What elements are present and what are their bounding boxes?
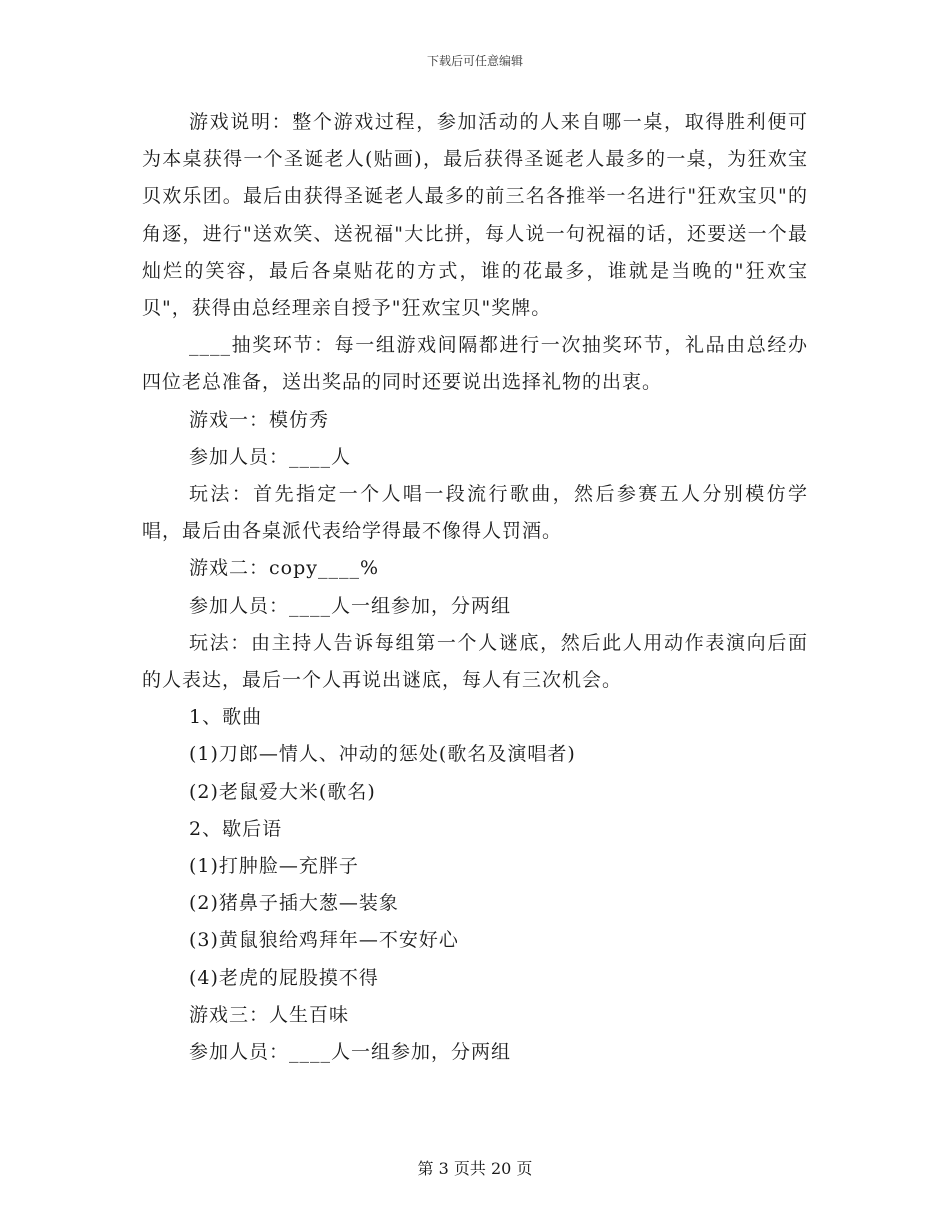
- game-rules-paragraph: 游戏说明：整个游戏过程，参加活动的人来自哪一桌，取得胜利便可为本桌获得一个圣诞老人(贴画)，最后获得圣诞老人最多的一桌，为狂欢宝贝欢乐团。最后由获得圣诞老人最多的前三名各推举一名进行"狂欢宝贝"的角逐，进行"送欢笑、送祝福"大比拼，每人说一句祝福的话，还要送一个最灿烂的笑容，最后各桌贴花的方式，谁的花最多，谁就是当晚的"狂欢宝贝"，获得由总经理亲自授予"狂欢宝贝"奖牌。: [142, 111, 808, 320]
- list-item: (3)黄鼠狼给鸡拜年—不安好心: [189, 929, 459, 952]
- page-header: 下载后可任意编辑: [426, 54, 523, 68]
- game-one-rules: 玩法：首先指定一个人唱一段流行歌曲，然后参赛五人分别模仿学唱，最后由各桌派代表给学得最不像得人罚酒。: [142, 483, 808, 543]
- page-number: 第 3 页共 20 页: [417, 1159, 533, 1178]
- list-item: (1)刀郎—情人、冲动的惩处(歌名及演唱者): [189, 743, 576, 766]
- game-two-participants: 参加人员：____人一组参加，分两组: [189, 594, 512, 617]
- game-two-rules: 玩法：由主持人告诉每组第一个人谜底，然后此人用动作表演向后面的人表达，最后一个人再说出谜底，每人有三次机会。: [142, 631, 808, 692]
- game-two-title: 游戏二：copy____%: [189, 557, 380, 580]
- list-heading-sayings: 2、歇后语: [189, 817, 283, 840]
- list-item: (1)打肿脸—充胖子: [189, 855, 359, 878]
- game-one-participants: 参加人员：____人: [189, 445, 352, 468]
- list-item: (2)猪鼻子插大葱—装象: [189, 892, 399, 915]
- document-body: [142, 104, 808, 1071]
- game-three-title: 游戏三：人生百味: [189, 1003, 350, 1026]
- list-heading-songs: 1、歌曲: [189, 706, 263, 729]
- lottery-paragraph: ____抽奖环节：每一组游戏间隔都进行一次抽奖环节，礼品由总经办四位老总准备，送出奖品的同时还要说出选择礼物的出衷。: [142, 334, 808, 394]
- game-one-title: 游戏一：模仿秀: [189, 408, 330, 431]
- list-item: (2)老鼠爱大米(歌名): [189, 780, 376, 803]
- list-item: (4)老虎的屁股摸不得: [189, 966, 379, 989]
- game-three-participants: 参加人员：____人一组参加，分两组: [189, 1041, 512, 1064]
